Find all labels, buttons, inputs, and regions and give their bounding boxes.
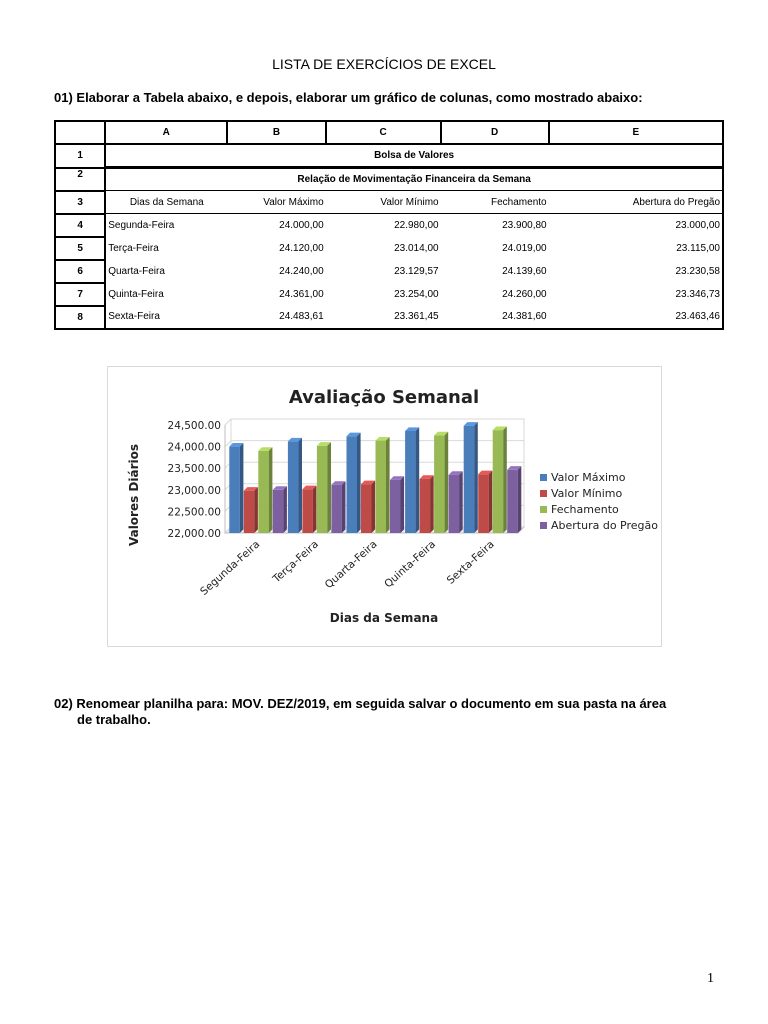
row-number: 6	[55, 260, 105, 283]
spreadsheet-table	[54, 120, 724, 330]
cell: 24.260,00	[502, 288, 547, 300]
chart-title: Avaliação Semanal	[288, 387, 480, 408]
bar	[302, 486, 316, 533]
bar	[331, 481, 345, 533]
cell: 23.129,57	[394, 265, 439, 277]
exercise-2-line-2: de trabalho.	[77, 712, 151, 727]
y-tick-label: 23,000.00	[167, 484, 221, 497]
y-tick-label: 24,500.00	[167, 420, 221, 432]
cell: Segunda-Feira	[108, 219, 175, 231]
cell: 23.000,00	[549, 214, 723, 237]
legend-swatch	[540, 506, 547, 513]
header-cell: Abertura do Pregão	[549, 191, 723, 214]
bar	[288, 438, 302, 533]
bar	[493, 427, 507, 533]
column-header-c: C	[326, 121, 441, 144]
header-cell: Valor Máximo	[227, 191, 325, 214]
cell: 24.483,61	[227, 306, 325, 329]
cell: Terça-Feira	[108, 242, 159, 254]
cell: 24.019,00	[502, 242, 547, 254]
legend-label: Abertura do Pregão	[551, 519, 658, 532]
x-tick-label: Sexta-Feira	[444, 538, 497, 587]
cell: Quarta-Feira	[108, 265, 165, 277]
bar	[347, 433, 361, 533]
row-number: 2	[55, 168, 105, 191]
page-number: 1	[707, 971, 714, 986]
legend-label: Fechamento	[551, 503, 619, 516]
legend-label: Valor Mínimo	[551, 487, 623, 500]
legend-swatch	[540, 522, 547, 529]
cell: 24.381,60	[441, 306, 549, 329]
column-header-d: D	[441, 121, 549, 144]
y-tick-label: 22,000.00	[167, 528, 221, 540]
bar	[273, 486, 287, 533]
cell: Quinta-Feira	[108, 288, 164, 300]
x-axis-label: Dias da Semana	[329, 611, 439, 625]
cell: 23.900,80	[502, 219, 547, 231]
bar	[244, 487, 258, 533]
y-axis-label: Valores Diários	[127, 443, 141, 547]
row-number: 5	[55, 237, 105, 260]
y-tick-label: 24,000.00	[167, 441, 221, 454]
cell: 23.346,73	[549, 283, 723, 306]
cell: 24.361,00	[279, 288, 324, 300]
document-title: LISTA DE EXERCÍCIOS DE EXCEL	[272, 56, 496, 72]
bar	[390, 476, 404, 533]
x-tick-label: Quinta-Feira	[382, 538, 439, 591]
bar	[420, 475, 434, 533]
header-cell: Dias da Semana	[105, 191, 227, 214]
corner-cell	[55, 121, 105, 144]
table-title: Bolsa de Valores	[105, 144, 723, 168]
cell: 24.120,00	[279, 242, 324, 254]
x-tick-label: Terça-Feira	[270, 538, 321, 586]
row-number: 4	[55, 214, 105, 237]
cell: 23.361,45	[326, 306, 441, 329]
cell: Sexta-Feira	[105, 306, 227, 329]
exercise-2-instruction	[54, 696, 724, 728]
bar	[507, 466, 521, 533]
bar	[361, 481, 375, 533]
row-number: 3	[55, 191, 105, 214]
column-header-b: B	[227, 121, 325, 144]
table-row	[55, 260, 723, 283]
legend-swatch	[540, 474, 547, 481]
bar	[317, 442, 331, 533]
table-row	[55, 214, 723, 237]
row-number: 7	[55, 283, 105, 306]
bar	[464, 422, 478, 533]
table-row	[55, 237, 723, 260]
cell: 23.115,00	[549, 237, 723, 260]
bar	[449, 471, 463, 533]
exercise-2-line-1: 02) Renomear planilha para: MOV. DEZ/2019, em seguida salvar o documento em sua pasta na área	[54, 696, 667, 711]
bar	[229, 443, 243, 533]
cell: 24.000,00	[279, 219, 324, 231]
y-tick-label: 22,500.00	[167, 506, 221, 519]
legend-label: Valor Máximo	[551, 471, 626, 484]
column-chart	[107, 366, 662, 647]
bar	[258, 447, 272, 533]
x-tick-label: Quarta-Feira	[322, 538, 380, 592]
row-number: 8	[55, 306, 105, 329]
column-header-a: A	[105, 121, 227, 144]
chart-canvas	[108, 367, 661, 646]
cell: 24.139,60	[502, 265, 547, 277]
y-tick-label: 23,500.00	[167, 463, 221, 476]
header-cell: Valor Mínimo	[326, 191, 441, 214]
column-header-e: E	[549, 121, 723, 144]
cell: 23.230,58	[549, 260, 723, 283]
bar	[478, 471, 492, 533]
x-tick-label: Segunda-Feira	[198, 538, 263, 598]
header-cell: Fechamento	[441, 191, 549, 214]
cell: 22.980,00	[394, 219, 439, 231]
cell: 23.254,00	[394, 288, 439, 300]
bar	[405, 427, 419, 533]
legend-swatch	[540, 490, 547, 497]
row-number: 1	[55, 144, 105, 168]
table-subtitle: Relação de Movimentação Financeira da Semana	[105, 168, 723, 191]
table-row	[55, 306, 723, 329]
bar	[376, 437, 390, 533]
cell: 24.240,00	[279, 265, 324, 277]
exercise-1-instruction: 01) Elaborar a Tabela abaixo, e depois, elaborar um gráfico de colunas, como mostrado abaixo:	[54, 90, 643, 105]
table-row	[55, 283, 723, 306]
cell: 23.463,46	[549, 306, 723, 329]
cell: 23.014,00	[394, 242, 439, 254]
bar	[434, 432, 448, 533]
